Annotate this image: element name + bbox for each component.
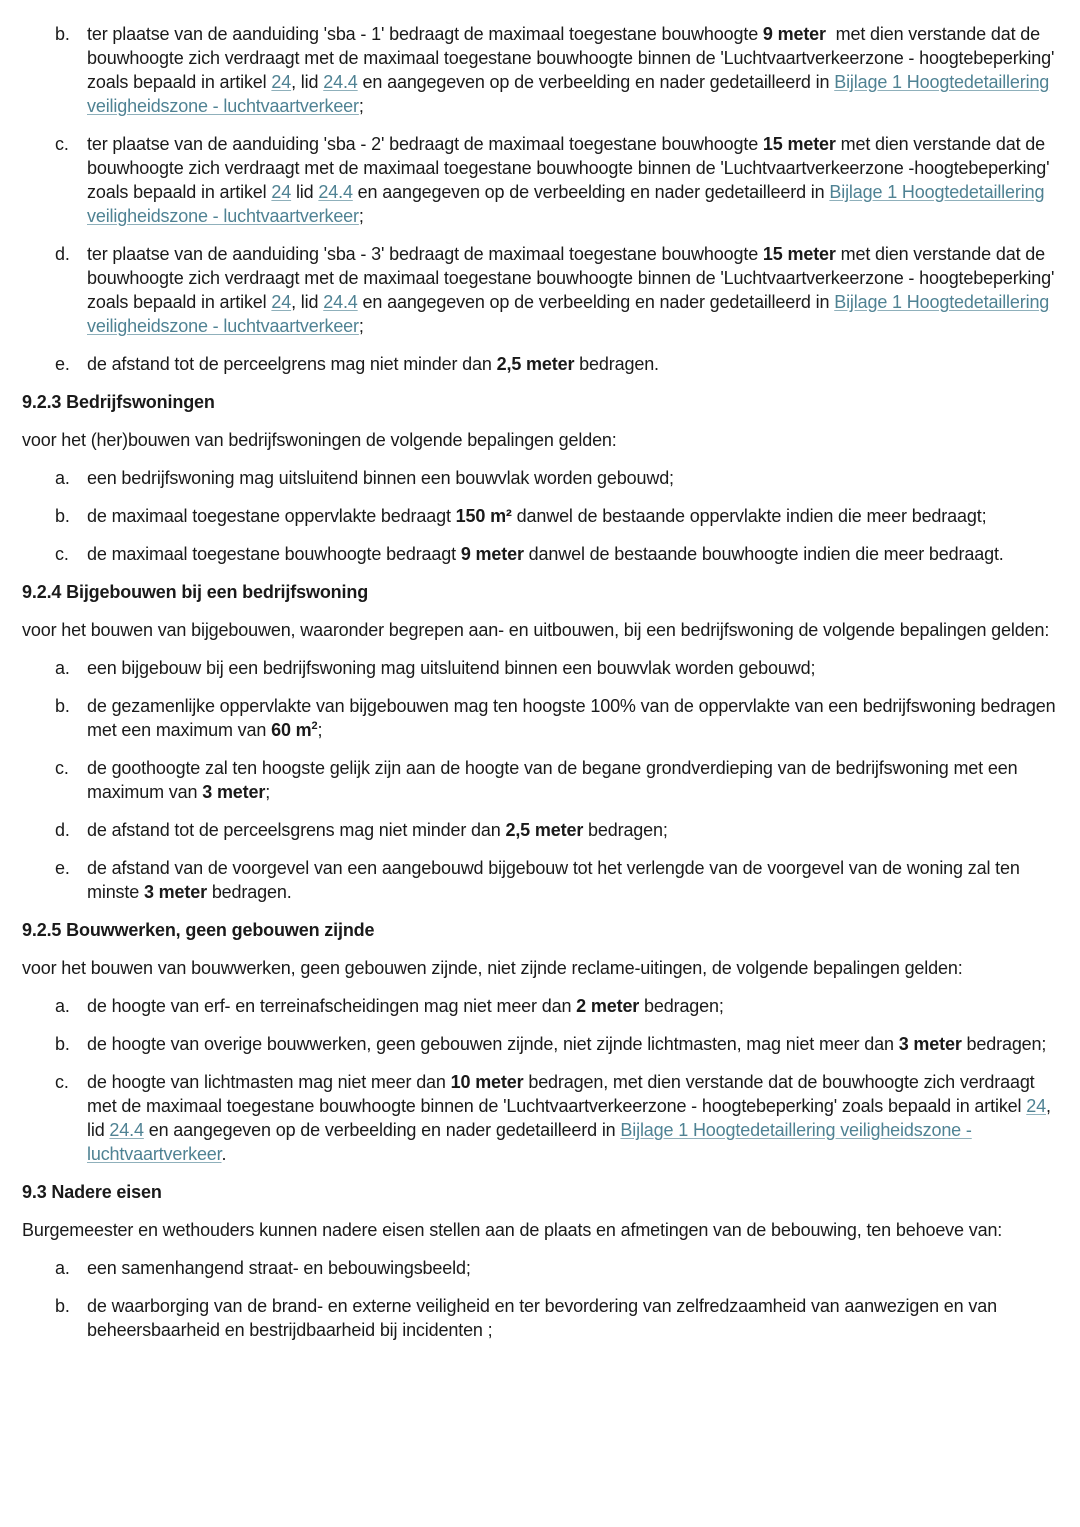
list-marker: b. bbox=[55, 24, 70, 44]
bold-value: 9 meter bbox=[460, 544, 524, 564]
list-item-924-e: e. de afstand van de voorgevel van een aangebouwd bijgebouw tot het verlengde van de voorgevel van de woning zal ten minste 3 meter bedragen. bbox=[55, 858, 1020, 902]
list-item-925-c: c. de hoogte van lichtmasten mag niet meer dan 10 meter bedragen, met dien verstande dat de bouwhoogte zich verdraagt met de maximaal toegestane bouwhoogte binnen de 'Luchtvaartverkeerzone - hoogtebeperking' zoals bepaald in artikel 24, lid 24.4 en aangegeven op de verbeelding en nader gedetailleerd in Bijlage 1 Hoogtedetaillering veiligheidszone - luchtvaartverkeer. bbox=[55, 1072, 1056, 1164]
list-item-922-d: d. ter plaatse van de aanduiding 'sba - 3' bedraagt de maximaal toegestane bouwhoogte 15 meter met dien verstande dat de bouwhoogte zich verdraagt met de maximaal toegestane bouwhoogte binnen de 'Luchtvaartverkeerzone - hoogtebeperking' zoals bepaald in artikel 24, lid 24.4 en aangegeven op de verbeelding en nader gedetailleerd in Bijlage 1 Hoogtedetaillering veiligheidszone - luchtvaartverkeer; bbox=[55, 244, 1060, 336]
bijlage-link[interactable]: Bijlage 1 Hoogtedetaillering veiligheidszone - luchtvaartverkeer bbox=[87, 292, 1050, 336]
bold-value: 15 meter bbox=[762, 244, 836, 264]
article-link[interactable]: 24 bbox=[271, 182, 292, 202]
article-link[interactable]: 24 bbox=[1026, 1096, 1046, 1116]
list-item-93-a: a. een samenhangend straat- en bebouwingsbeeld; bbox=[55, 1258, 471, 1278]
bold-value: 2,5 meter bbox=[505, 820, 584, 840]
list-marker: d. bbox=[55, 820, 70, 840]
bold-value: 2,5 meter bbox=[496, 354, 575, 374]
list-925 bbox=[22, 994, 1058, 1166]
list-item-924-b: b. de gezamenlijke oppervlakte van bijgebouwen mag ten hoogste 100% van de oppervlakte van een bedrijfswoning bedragen met een maximum van 60 $m^2$; bbox=[55, 696, 1056, 740]
list-marker: d. bbox=[55, 244, 70, 264]
section-intro-923: voor het (her)bouwen van bedrijfswoningen de volgende bepalingen gelden: bbox=[22, 430, 617, 450]
bold-value: 3 meter bbox=[898, 1034, 962, 1054]
list-marker: e. bbox=[55, 858, 70, 878]
section-heading-93: 9.3 Nadere eisen bbox=[22, 1182, 162, 1202]
list-item-923-c: c. de maximaal toegestane bouwhoogte bedraagt 9 meter danwel de bestaande bouwhoogte indien die meer bedraagt. bbox=[55, 544, 1004, 564]
bijlage-link[interactable]: Bijlage 1 Hoogtedetaillering veiligheidszone - luchtvaartverkeer bbox=[87, 182, 1045, 226]
list-marker: c. bbox=[55, 1072, 69, 1092]
list-marker: b. bbox=[55, 506, 70, 526]
list-marker: a. bbox=[55, 468, 70, 488]
lid-link[interactable]: 24.4 bbox=[109, 1120, 144, 1140]
list-item-925-b: b. de hoogte van overige bouwwerken, geen gebouwen zijnde, niet zijnde lichtmasten, mag niet meer dan 3 meter bedragen; bbox=[55, 1034, 1047, 1054]
list-marker: a. bbox=[55, 996, 70, 1016]
list-924 bbox=[22, 656, 1058, 904]
list-item-922-c: c. ter plaatse van de aanduiding 'sba - 2' bedraagt de maximaal toegestane bouwhoogte 15 meter met dien verstande dat de bouwhoogte zich verdraagt met de maximaal toegestane bouwhoogte binnen de 'Luchtvaartverkeerzone -hoogtebeperking' zoals bepaald in artikel 24 lid 24.4 en aangegeven op de verbeelding en nader gedetailleerd in Bijlage 1 Hoogtedetaillering veiligheidszone - luchtvaartverkeer; bbox=[55, 134, 1055, 226]
bold-value: 150 m² bbox=[455, 506, 512, 526]
list-marker: b. bbox=[55, 1034, 70, 1054]
bijlage-link[interactable]: Bijlage 1 Hoogtedetaillering veiligheidszone - luchtvaartverkeer bbox=[87, 1120, 972, 1164]
bold-value: 15 meter bbox=[762, 134, 836, 154]
list-marker: c. bbox=[55, 134, 69, 154]
list-marker: a. bbox=[55, 1258, 70, 1278]
section-heading-924: 9.2.4 Bijgebouwen bij een bedrijfswoning bbox=[22, 582, 369, 602]
superscript: 2 bbox=[311, 720, 318, 732]
list-item-923-b: b. de maximaal toegestane oppervlakte bedraagt 150 m² danwel de bestaande oppervlakte indien die meer bedraagt; bbox=[55, 506, 987, 526]
article-link[interactable]: 24 bbox=[271, 72, 292, 92]
lid-link[interactable]: 24.4 bbox=[318, 182, 353, 202]
list-item-924-d: d. de afstand tot de perceelsgrens mag niet minder dan 2,5 meter bedragen; bbox=[55, 820, 668, 840]
lid-link[interactable]: 24.4 bbox=[323, 292, 358, 312]
bold-value: 3 meter bbox=[143, 882, 207, 902]
list-923 bbox=[22, 466, 1058, 566]
list-marker: e. bbox=[55, 354, 70, 374]
bold-value: 60 $m^2$ bbox=[271, 720, 318, 740]
list-93 bbox=[22, 1256, 1058, 1342]
article-link[interactable]: 24 bbox=[271, 292, 292, 312]
bold-value: 3 meter bbox=[202, 782, 266, 802]
list-marker: c. bbox=[55, 758, 69, 778]
list-marker: b. bbox=[55, 696, 70, 716]
list-922-continued bbox=[22, 22, 1058, 376]
list-item-925-a: a. de hoogte van erf- en terreinafscheidingen mag niet meer dan 2 meter bedragen; bbox=[55, 996, 724, 1016]
bold-value: 9 meter bbox=[762, 24, 826, 44]
list-item-922-e: e. de afstand tot de perceelgrens mag niet minder dan 2,5 meter bedragen. bbox=[55, 354, 659, 374]
section-heading-923: 9.2.3 Bedrijfswoningen bbox=[22, 392, 215, 412]
list-marker: b. bbox=[55, 1296, 70, 1316]
bold-value: 2 meter bbox=[576, 996, 640, 1016]
list-marker: c. bbox=[55, 544, 69, 564]
bold-value: 10 meter bbox=[450, 1072, 524, 1092]
list-item-924-a: a. een bijgebouw bij een bedrijfswoning mag uitsluitend binnen een bouwvlak worden gebouwd; bbox=[55, 658, 816, 678]
list-marker: a. bbox=[55, 658, 70, 678]
list-item-924-c: c. de goothoogte zal ten hoogste gelijk zijn aan de hoogte van de begane grondverdieping van de bedrijfswoning met een maximum van 3 meter; bbox=[55, 758, 1018, 802]
section-intro-924: voor het bouwen van bijgebouwen, waaronder begrepen aan- en uitbouwen, bij een bedrijfswoning de volgende bepalingen gelden: bbox=[22, 620, 1050, 640]
section-intro-925: voor het bouwen van bouwwerken, geen gebouwen zijnde, niet zijnde reclame-uitingen, de volgende bepalingen gelden: bbox=[22, 958, 963, 978]
list-item-922-b: b. ter plaatse van de aanduiding 'sba - 1' bedraagt de maximaal toegestane bouwhoogte 9 meter met dien verstande dat de bouwhoogte zich verdraagt met de maximaal toegestane bouwhoogte binnen de 'Luchtvaartverkeerzone - hoogtebeperking' zoals bepaald in artikel 24, lid 24.4 en aangegeven op de verbeelding en nader gedetailleerd in Bijlage 1 Hoogtedetaillering veiligheidszone - luchtvaartverkeer; bbox=[55, 24, 1060, 116]
lid-link[interactable]: 24.4 bbox=[323, 72, 358, 92]
list-item-923-a: a. een bedrijfswoning mag uitsluitend binnen een bouwvlak worden gebouwd; bbox=[55, 468, 674, 488]
section-heading-925: 9.2.5 Bouwwerken, geen gebouwen zijnde bbox=[22, 920, 375, 940]
section-intro-93: Burgemeester en wethouders kunnen nadere eisen stellen aan de plaats en afmetingen van de bebouwing, ten behoeve van: bbox=[22, 1220, 1003, 1240]
bijlage-link[interactable]: Bijlage 1 Hoogtedetaillering veiligheidszone - luchtvaartverkeer bbox=[87, 72, 1050, 116]
list-item-93-b: b. de waarborging van de brand- en externe veiligheid en ter bevordering van zelfredzaamheid van aanwezigen en van beheersbaarheid en bestrijdbaarheid bij incidenten ; bbox=[55, 1296, 997, 1340]
